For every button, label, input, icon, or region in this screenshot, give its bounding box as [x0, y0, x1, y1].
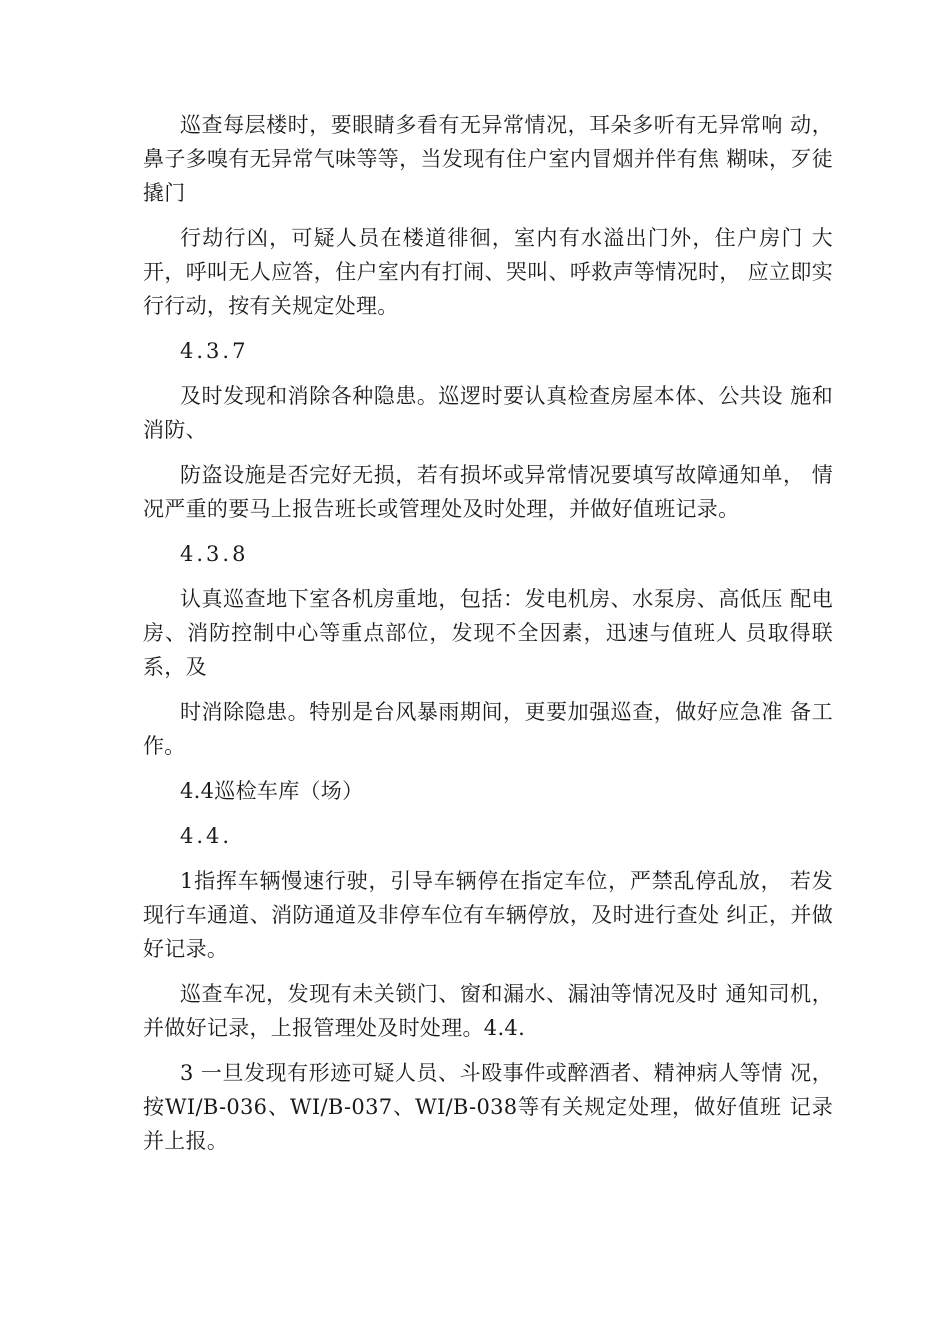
section-number-4-3-8: 4.3.8 — [180, 542, 249, 566]
paragraph-typhoon-patrol: 时消除隐患。特别是台风暴雨期间，更要加强巡查，做好应急准 备工作。 — [143, 700, 833, 758]
paragraph-hazard-check: 及时发现和消除各种隐患。巡逻时要认真检查房屋本体、公共设 施和消防、 — [143, 384, 833, 442]
paragraph-vehicle-guidance: 1指挥车辆慢速行驶，引导车辆停在指定车位，严禁乱停乱放， 若发现行车通道、消防通道及非停车位有车辆停放，及时进行查处 纠正，并做好记录。 — [143, 869, 833, 961]
section-number-4-4: 4.4. — [180, 824, 233, 848]
section-number-4-3-7: 4.3.7 — [180, 339, 249, 363]
paragraph-basement-rooms: 认真巡查地下室各机房重地，包括：发电机房、水泵房、高低压 配电房、消防控制中心等重点部位，发现不全因素，迅速与值班人 员取得联系，及 — [143, 587, 833, 679]
paragraph-suspicious-persons: 3 一旦发现有形迹可疑人员、斗殴事件或醉酒者、精神病人等情 况，按WI/B-036、WI/B-037、WI/B-038等有关规定处理，做好值班 记录并上报。 — [143, 1061, 833, 1153]
paragraph-patrol-floors: 巡查每层楼时，要眼睛多看有无异常情况，耳朵多听有无异常响 动，鼻子多嗅有无异常气味等等，当发现有住户室内冒烟并伴有焦 糊味，歹徒撬门 — [143, 113, 833, 205]
document-body — [143, 108, 833, 1169]
paragraph-patrol-response: 行劫行凶，可疑人员在楼道徘徊，室内有水溢出门外，住户房门 大开，呼叫无人应答，住户室内有打闹、哭叫、呼救声等情况时， 应立即实行行动，按有关规定处理。 — [143, 226, 833, 318]
paragraph-vehicle-check: 巡查车况，发现有未关锁门、窗和漏水、漏油等情况及时 通知司机，并做好记录，上报管理处及时处理。4.4. — [143, 982, 833, 1040]
paragraph-fault-report: 防盗设施是否完好无损，若有损坏或异常情况要填写故障通知单， 情况严重的要马上报告班长或管理处及时处理，并做好值班记录。 — [143, 463, 833, 521]
section-heading-garage: 4.4巡检车库（场） — [180, 779, 364, 803]
